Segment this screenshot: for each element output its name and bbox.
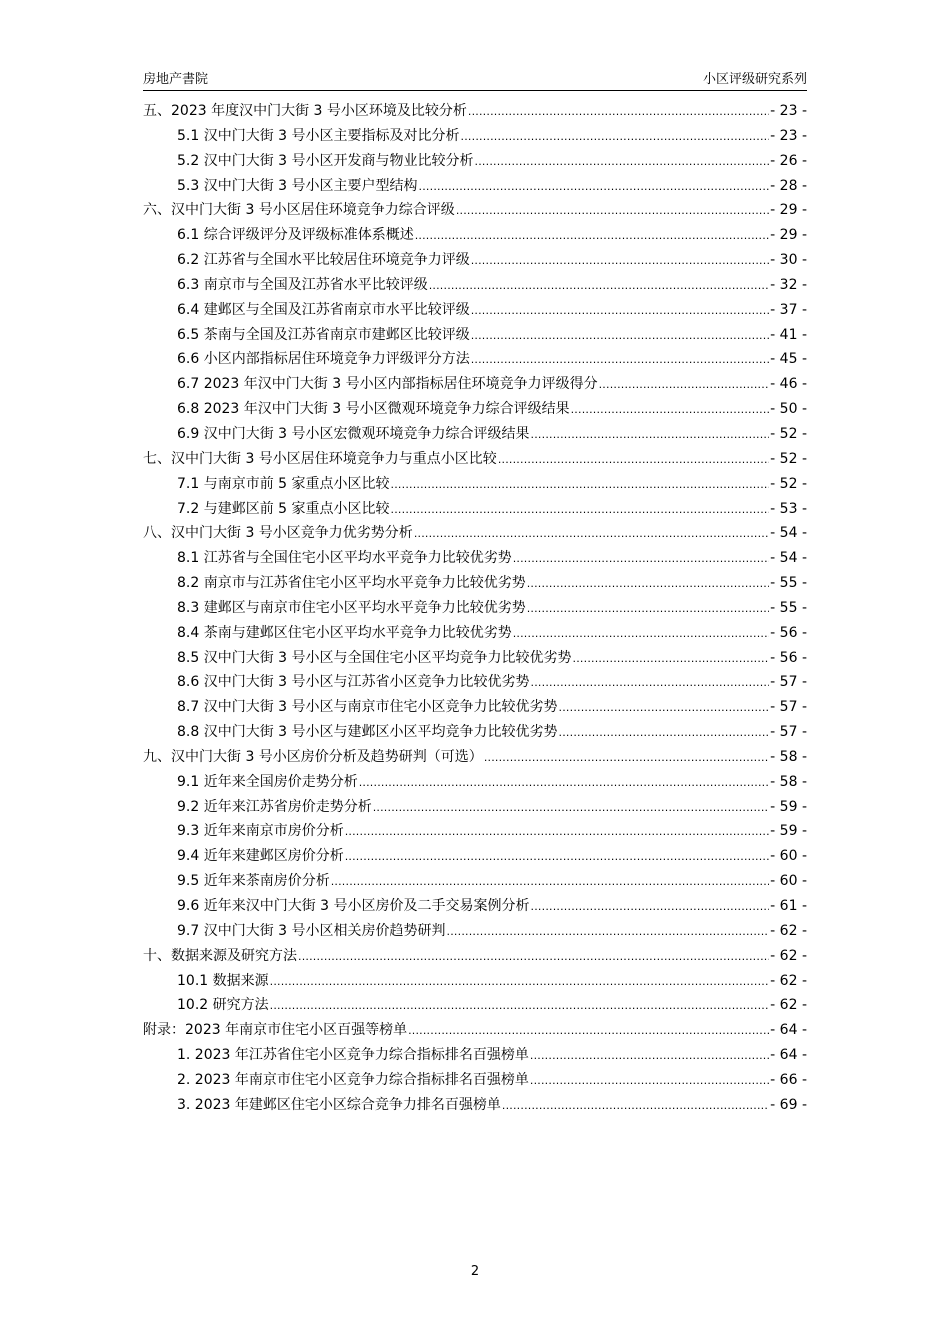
toc-entry[interactable] [143,324,807,349]
toc-entry[interactable] [143,771,807,796]
toc-dot-leader [419,180,770,193]
toc-entry-page: - 60 - [770,848,807,865]
toc-entry[interactable] [143,150,807,175]
toc-entry-title: 9.7 汉中门大街 3 号小区相关房价趋势研判 [177,922,446,939]
toc-entry[interactable] [143,845,807,870]
toc-entry-page: - 53 - [770,500,807,517]
toc-entry-page: - 46 - [770,376,807,393]
toc-entry-title: 9.5 近年来茶南房价分析 [177,873,330,890]
toc-entry[interactable] [143,647,807,672]
toc-entry[interactable] [143,671,807,696]
toc-entry-page: - 62 - [770,947,807,964]
toc-dot-leader [513,627,769,640]
toc-dot-leader [359,776,769,789]
toc-entry-page: - 64 - [770,1047,807,1064]
toc-dot-leader [498,453,769,466]
toc-entry-title: 6.5 茶南与全国及江苏省南京市建邺区比较评级 [177,326,470,343]
toc-entry[interactable] [143,498,807,523]
toc-entry-title: 8.8 汉中门大街 3 号小区与建邺区小区平均竞争力比较优劣势 [177,724,558,741]
toc-entry-title: 6.2 江苏省与全国水平比较居住环境竞争力评级 [177,252,470,269]
toc-entry-title: 八、汉中门大街 3 号小区竞争力优劣势分析 [143,525,413,542]
toc-entry-title: 8.5 汉中门大街 3 号小区与全国住宅小区平均竞争力比较优劣势 [177,649,572,666]
toc-dot-leader [559,701,770,714]
toc-entry[interactable] [143,1019,807,1044]
toc-entry-title: 7.1 与南京市前 5 家重点小区比较 [177,475,390,492]
toc-entry-page: - 57 - [770,699,807,716]
toc-entry[interactable] [143,522,807,547]
toc-entry-page: - 23 - [770,103,807,119]
toc-entry-title: 6.1 综合评级评分及评级标准体系概述 [177,227,414,244]
toc-dot-leader [429,279,769,292]
page-number: 2 [470,1264,480,1279]
toc-dot-leader [599,378,770,391]
toc-entry-title: 9.3 近年来南京市房价分析 [177,823,344,840]
header-left-text: 房地产書院 [143,72,209,87]
toc-dot-leader [471,329,769,342]
toc-dot-leader [527,602,769,615]
toc-entry[interactable] [143,100,807,125]
toc-dot-leader [345,850,769,863]
toc-entry-title: 六、汉中门大街 3 号小区居住环境竞争力综合评级 [143,202,455,219]
toc-entry[interactable] [143,1069,807,1094]
toc-entry-page: - 55 - [770,599,807,616]
toc-entry[interactable] [143,895,807,920]
toc-entry-title: 5.2 汉中门大街 3 号小区开发商与物业比较分析 [177,152,474,169]
toc-dot-leader [502,1099,769,1112]
toc-entry[interactable] [143,175,807,200]
toc-dot-leader [531,676,770,689]
toc-dot-leader [531,900,770,913]
toc-entry-page: - 59 - [770,823,807,840]
toc-entry-title: 7.2 与建邺区前 5 家重点小区比较 [177,500,390,517]
toc-dot-leader [530,1049,769,1062]
toc-entry[interactable] [143,970,807,995]
toc-dot-leader [414,527,769,540]
toc-entry-page: - 50 - [770,401,807,418]
toc-entry[interactable] [143,249,807,274]
toc-entry[interactable] [143,224,807,249]
toc-dot-leader [484,751,769,764]
toc-dot-leader [573,652,770,665]
toc-entry-page: - 61 - [770,898,807,914]
toc-entry-page: - 62 - [770,972,807,989]
toc-entry-title: 3. 2023 年建邺区住宅小区综合竞争力排名百强榜单 [177,1096,501,1113]
toc-entry[interactable] [143,920,807,945]
toc-entry-page: - 32 - [770,276,807,293]
toc-dot-leader [298,950,769,963]
toc-entry-title: 9.6 近年来汉中门大街 3 号小区房价及二手交易案例分析 [177,898,530,914]
toc-entry[interactable] [143,423,807,448]
toc-entry-title: 6.8 2023 年汉中门大街 3 号小区微观环境竞争力综合评级结果 [177,401,570,418]
toc-entry-page: - 64 - [770,1022,807,1039]
toc-dot-leader [331,875,769,888]
toc-entry-title: 七、汉中门大街 3 号小区居住环境竞争力与重点小区比较 [143,450,497,467]
toc-entry-page: - 45 - [770,351,807,368]
toc-entry-page: - 37 - [770,301,807,318]
toc-entry-page: - 54 - [770,550,807,567]
toc-entry-title: 9.4 近年来建邺区房价分析 [177,848,344,865]
toc-entry-title: 6.6 小区内部指标居住环境竞争力评级评分方法 [177,351,470,368]
toc-entry[interactable] [143,696,807,721]
toc-dot-leader [475,155,770,168]
toc-entry-title: 附录：2023 年南京市住宅小区百强等榜单 [143,1022,408,1039]
toc-entry-page: - 29 - [770,202,807,219]
toc-entry-page: - 56 - [770,649,807,666]
toc-entry-title: 9.1 近年来全国房价走势分析 [177,773,358,790]
toc-entry-page: - 66 - [770,1071,807,1088]
toc-entry[interactable] [143,796,807,821]
toc-dot-leader [571,403,770,416]
toc-dot-leader [513,552,769,565]
toc-entry-page: - 57 - [770,674,807,691]
toc-entry-title: 8.2 南京市与江苏省住宅小区平均水平竞争力比较优劣势 [177,575,526,592]
toc-entry-title: 5.3 汉中门大街 3 号小区主要户型结构 [177,177,418,194]
toc-dot-leader [345,825,769,838]
toc-dot-leader [471,353,769,366]
toc-entry-title: 6.7 2023 年汉中门大街 3 号小区内部指标居住环境竞争力评级得分 [177,376,598,393]
toc-entry-page: - 26 - [770,152,807,169]
toc-entry[interactable] [143,945,807,970]
toc-entry[interactable] [143,994,807,1019]
toc-dot-leader [408,1024,769,1037]
page-header [143,66,807,91]
toc-entry[interactable] [143,348,807,373]
toc-entry-page: - 41 - [770,326,807,343]
toc-entry-page: - 56 - [770,624,807,641]
toc-entry[interactable] [143,448,807,473]
toc-entry-page: - 52 - [770,425,807,442]
toc-entry-title: 2. 2023 年南京市住宅小区竞争力综合指标排名百强榜单 [177,1071,529,1088]
toc-entry[interactable] [143,199,807,224]
toc-entry-page: - 60 - [770,873,807,890]
toc-entry-page: - 58 - [770,773,807,790]
toc-entry-title: 6.4 建邺区与全国及江苏省南京市水平比较评级 [177,301,470,318]
toc-entry-page: - 52 - [770,450,807,467]
toc-dot-leader [391,478,770,491]
toc-entry[interactable] [143,547,807,572]
toc-dot-leader [270,999,770,1012]
toc-entry-title: 五、2023 年度汉中门大街 3 号小区环境及比较分析 [143,103,467,119]
table-of-contents [143,100,807,1119]
toc-entry-title: 10.2 研究方法 [177,997,269,1014]
toc-entry-title: 10.1 数据来源 [177,972,269,989]
toc-entry-page: - 62 - [770,997,807,1014]
toc-entry-page: - 29 - [770,227,807,244]
toc-dot-leader [447,925,770,938]
toc-entry[interactable] [143,373,807,398]
toc-entry[interactable] [143,125,807,150]
toc-entry-title: 6.3 南京市与全国及江苏省水平比较评级 [177,276,428,293]
toc-dot-leader [531,428,770,441]
toc-dot-leader [559,726,770,739]
toc-entry-page: - 54 - [770,525,807,542]
toc-entry[interactable] [143,597,807,622]
toc-entry[interactable] [143,398,807,423]
toc-entry[interactable] [143,473,807,498]
toc-entry-page: - 57 - [770,724,807,741]
toc-dot-leader [471,254,769,267]
toc-entry-page: - 28 - [770,177,807,194]
toc-dot-leader [270,975,770,988]
toc-entry-page: - 69 - [770,1096,807,1113]
toc-entry-title: 9.2 近年来江苏省房价走势分析 [177,798,372,815]
toc-dot-leader [373,801,769,814]
toc-entry[interactable] [143,274,807,299]
header-right-text: 小区评级研究系列 [702,72,807,87]
toc-entry-title: 6.9 汉中门大街 3 号小区宏微观环境竞争力综合评级结果 [177,425,530,442]
toc-entry[interactable] [143,746,807,771]
toc-entry-page: - 52 - [770,475,807,492]
toc-entry-title: 5.1 汉中门大街 3 号小区主要指标及对比分析 [177,127,460,144]
toc-entry-page: - 30 - [770,252,807,269]
toc-entry-page: - 62 - [770,922,807,939]
toc-entry-title: 十、数据来源及研究方法 [143,947,297,964]
toc-entry-page: - 58 - [770,748,807,765]
toc-entry[interactable] [143,572,807,597]
toc-entry[interactable] [143,622,807,647]
toc-entry-title: 8.1 江苏省与全国住宅小区平均水平竞争力比较优劣势 [177,550,512,567]
toc-entry-title: 8.4 茶南与建邺区住宅小区平均水平竞争力比较优劣势 [177,624,512,641]
toc-entry[interactable] [143,721,807,746]
toc-entry-title: 九、汉中门大街 3 号小区房价分析及趋势研判（可选） [143,748,483,765]
toc-dot-leader [461,130,770,143]
toc-entry[interactable] [143,820,807,845]
toc-entry-title: 8.7 汉中门大街 3 号小区与南京市住宅小区竞争力比较优劣势 [177,699,558,716]
toc-entry[interactable] [143,1044,807,1069]
toc-entry-title: 1. 2023 年江苏省住宅小区竞争力综合指标排名百强榜单 [177,1047,529,1064]
toc-entry-page: - 59 - [770,798,807,815]
toc-entry-title: 8.3 建邺区与南京市住宅小区平均水平竞争力比较优劣势 [177,599,526,616]
toc-entry-page: - 23 - [770,127,807,144]
toc-entry-page: - 55 - [770,575,807,592]
toc-dot-leader [391,503,770,516]
toc-entry[interactable] [143,1094,807,1119]
toc-dot-leader [471,304,769,317]
toc-dot-leader [530,1074,769,1087]
toc-entry-title: 8.6 汉中门大街 3 号小区与江苏省小区竞争力比较优劣势 [177,674,530,691]
toc-dot-leader [527,577,769,590]
toc-dot-leader [415,229,769,242]
toc-dot-leader [468,105,769,118]
toc-dot-leader [456,204,769,217]
toc-entry[interactable] [143,870,807,895]
toc-entry[interactable] [143,299,807,324]
